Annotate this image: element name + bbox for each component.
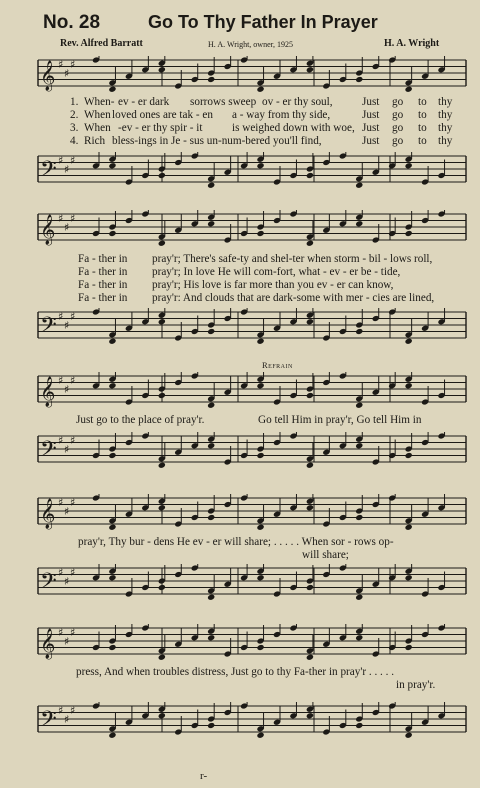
svg-text:𝄢: 𝄢: [40, 437, 57, 467]
svg-text:♯: ♯: [64, 443, 70, 456]
lyric: thy: [438, 96, 453, 108]
lyric: will share;: [302, 549, 349, 561]
lyric: press, And when troubles distress, Just go to thy Fa-ther in pray'r . . . . .: [76, 666, 395, 678]
lyric: a - way from thy side,: [232, 109, 331, 121]
author-credit: Rev. Alfred Barratt: [60, 38, 143, 49]
svg-text:♯: ♯: [64, 221, 70, 234]
lyric: in pray'r.: [396, 679, 436, 691]
refrain-label: Refrain: [262, 360, 293, 370]
treble-staff: [0, 56, 480, 92]
lyric: go: [392, 135, 404, 147]
svg-text:♯: ♯: [70, 565, 76, 579]
lyric: go: [392, 96, 404, 108]
lyric: Fa - ther in: [78, 292, 128, 304]
lyric: sorrows sweep: [190, 96, 257, 108]
refrain-lyrics: [0, 666, 480, 702]
svg-text:♯: ♯: [70, 57, 76, 71]
lyric: -ev - er thy spir - it: [118, 122, 203, 134]
lyric: Just: [362, 135, 380, 147]
lyric: Fa - ther in: [78, 279, 128, 291]
svg-text:♯: ♯: [58, 153, 64, 167]
lyric: 4.: [70, 135, 79, 147]
lyric: Just: [362, 122, 380, 134]
svg-text:𝄞: 𝄞: [40, 61, 56, 91]
svg-text:♯: ♯: [70, 433, 76, 447]
lyric: ev - er dark: [118, 96, 170, 108]
svg-text:♯: ♯: [58, 57, 64, 71]
lyric: Just: [362, 96, 380, 108]
svg-text:♯: ♯: [64, 319, 70, 332]
svg-text:♯: ♯: [70, 373, 76, 387]
svg-text:♯: ♯: [64, 383, 70, 396]
lyric: to: [418, 135, 427, 147]
lyric: go: [392, 109, 404, 121]
svg-text:𝄞: 𝄞: [40, 215, 56, 245]
bass-staff: [0, 702, 480, 738]
lyric: When: [84, 109, 111, 121]
lyric: Fa - ther in: [78, 253, 128, 265]
lyric: loved ones are tak - en: [112, 109, 213, 121]
lyric: pray'r, Thy bur - dens He ev - er will share; . . . . . When sor - rows op-: [78, 536, 394, 548]
svg-text:♯: ♯: [58, 433, 64, 447]
svg-text:𝄢: 𝄢: [40, 313, 57, 343]
lyric: pray'r; His love is far more than you ev - er can know,: [152, 279, 394, 291]
lyric: is weighed down with woe,: [232, 122, 355, 134]
lyric: to: [418, 96, 427, 108]
svg-text:♯: ♯: [64, 163, 70, 176]
svg-text:♯: ♯: [70, 309, 76, 323]
lyric: When: [84, 122, 111, 134]
lyric: Fa - ther in: [78, 266, 128, 278]
svg-text:𝄞: 𝄞: [40, 629, 56, 659]
svg-text:♯: ♯: [58, 309, 64, 323]
page-number: r-: [200, 770, 208, 782]
lyric: thy: [438, 122, 453, 134]
svg-text:♯: ♯: [70, 211, 76, 225]
treble-staff: [0, 372, 480, 408]
lyric: pray'r; In love He will com-fort, what - ev - er be - tide,: [152, 266, 401, 278]
lyric: Rich: [84, 135, 106, 147]
hymn-title: Go To Thy Father In Prayer: [148, 12, 378, 32]
svg-text:♯: ♯: [58, 703, 64, 717]
svg-text:♯: ♯: [70, 153, 76, 167]
lyric: 3.: [70, 122, 79, 134]
svg-text:♯: ♯: [64, 67, 70, 80]
verse-lyrics: [0, 253, 480, 361]
lyric: 1.: [70, 96, 79, 108]
copyright-owner: H. A. Wright, owner, 1925: [208, 40, 293, 49]
lyric: Go tell Him in pray'r, Go tell Him in: [258, 414, 422, 426]
svg-text:♯: ♯: [70, 495, 76, 509]
lyric: to: [418, 122, 427, 134]
svg-text:𝄢: 𝄢: [40, 157, 57, 187]
lyric: pray'r; There's safe-ty and shel-ter when storm - bil - lows roll,: [152, 253, 433, 265]
svg-text:♯: ♯: [58, 495, 64, 509]
hymn-number: No. 28: [43, 12, 101, 33]
svg-text:♯: ♯: [64, 713, 70, 726]
svg-text:♯: ♯: [70, 625, 76, 639]
lyric: to: [418, 109, 427, 121]
svg-text:♯: ♯: [64, 635, 70, 648]
bass-staff: [0, 308, 480, 344]
lyric: pray'r: And clouds that are dark-some with mer - cies are lined,: [152, 292, 435, 304]
svg-text:♯: ♯: [58, 373, 64, 387]
lyric: Just go to the place of pray'r.: [76, 414, 205, 426]
lyric: 2.: [70, 109, 79, 121]
svg-text:♯: ♯: [70, 703, 76, 717]
svg-text:♯: ♯: [64, 575, 70, 588]
lyric: go: [392, 122, 404, 134]
svg-text:♯: ♯: [58, 211, 64, 225]
svg-text:♯: ♯: [58, 625, 64, 639]
svg-text:♯: ♯: [64, 505, 70, 518]
lyric: bless-ings in Je - sus un-num-bered you'll find,: [112, 135, 322, 147]
treble-staff: [0, 494, 480, 530]
svg-text:𝄢: 𝄢: [40, 569, 57, 599]
treble-staff: [0, 210, 480, 246]
lyric: thy: [438, 109, 453, 121]
lyric: ov - er thy soul,: [262, 96, 333, 108]
treble-staff: [0, 624, 480, 660]
bass-staff: [0, 432, 480, 468]
lyric: thy: [438, 135, 453, 147]
bass-staff: [0, 564, 480, 600]
svg-text:𝄞: 𝄞: [40, 377, 56, 407]
lyric: When-: [84, 96, 115, 108]
lyric: Just: [362, 109, 380, 121]
svg-text:♯: ♯: [58, 565, 64, 579]
svg-text:𝄢: 𝄢: [40, 707, 57, 737]
bass-staff: [0, 152, 480, 188]
svg-text:𝄞: 𝄞: [40, 499, 56, 529]
composer-credit: H. A. Wright: [384, 38, 440, 49]
